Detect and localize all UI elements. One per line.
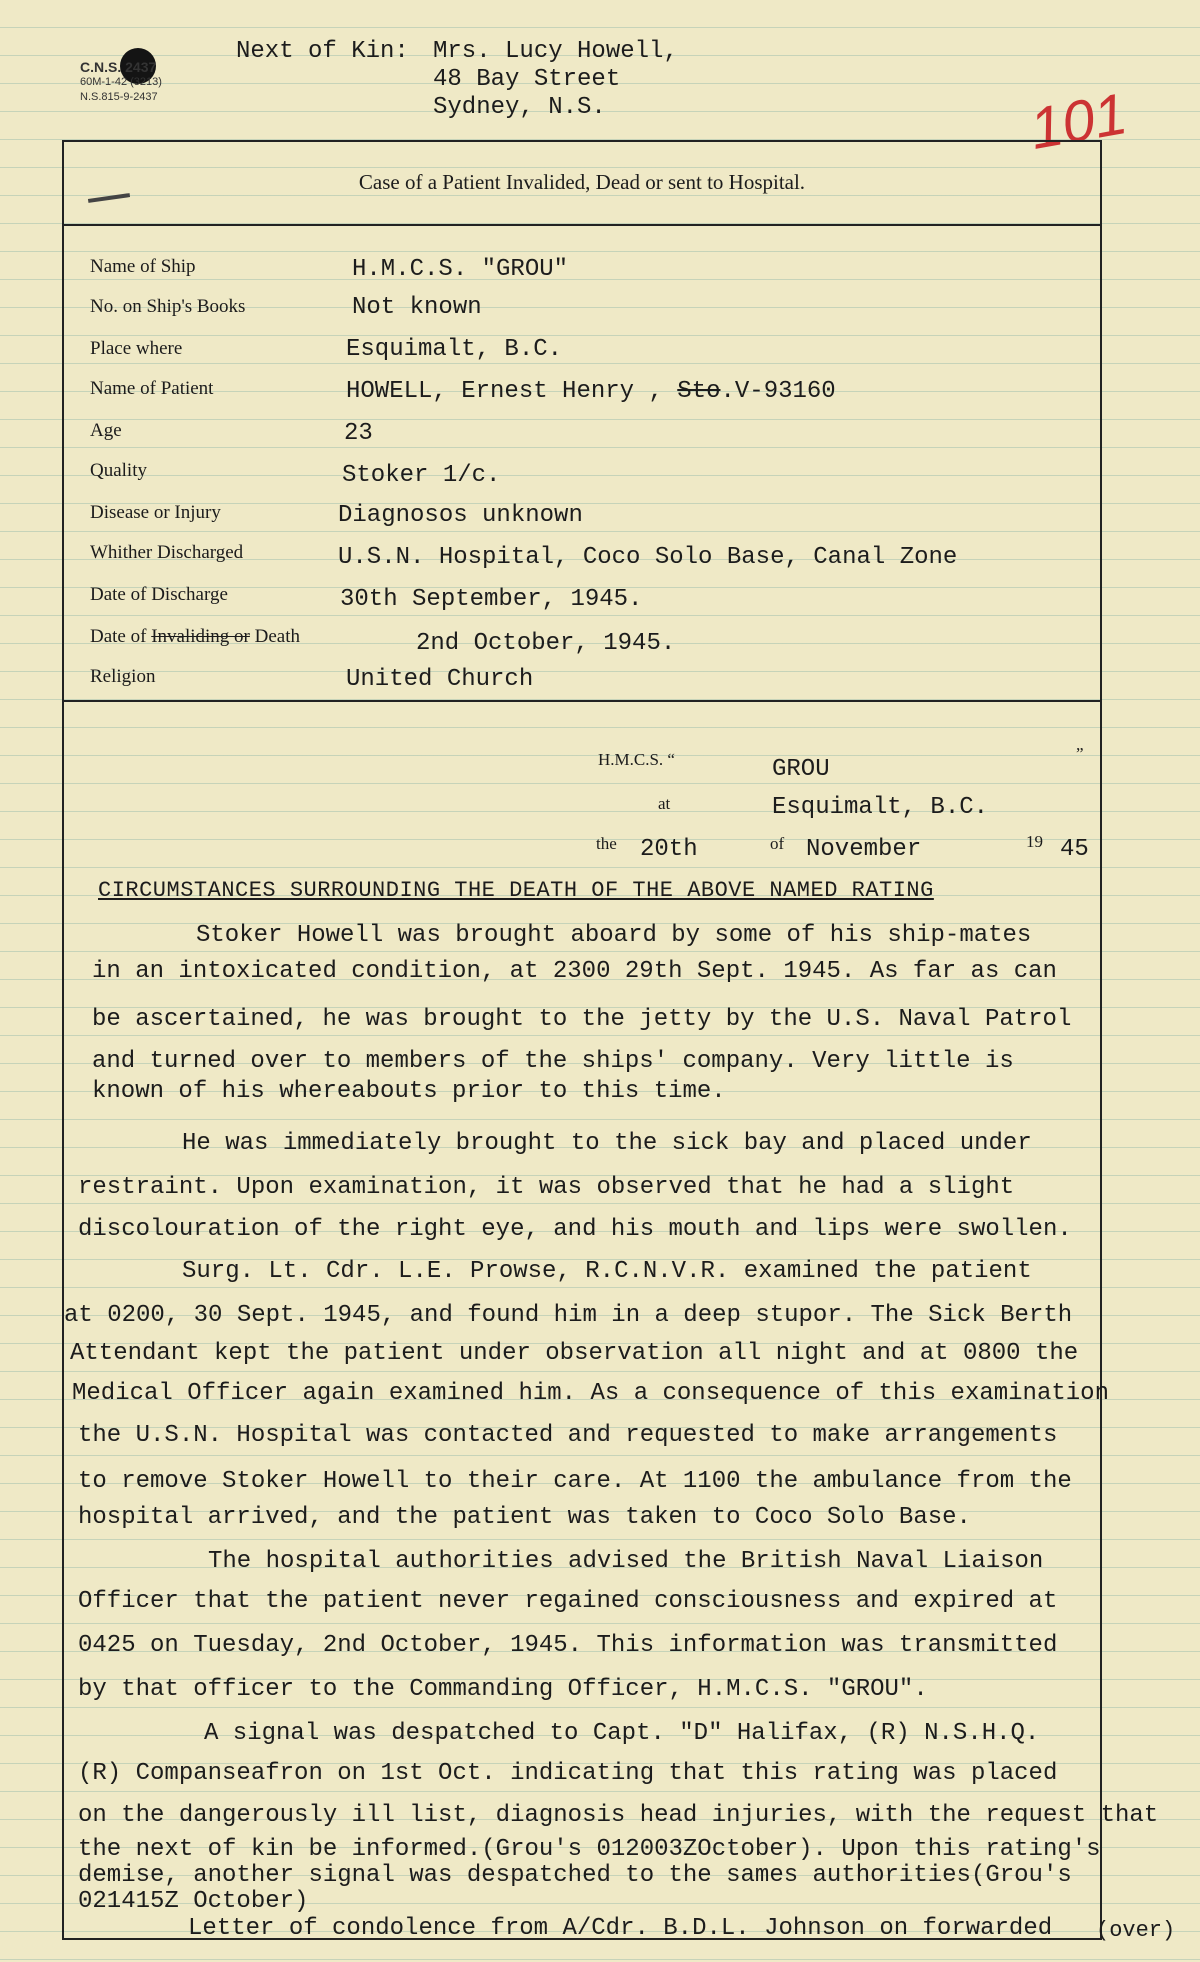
over-note: (over) [1096, 1918, 1176, 1943]
field-label-disease: Disease or Injury [90, 502, 221, 523]
sign-at-label: at [658, 794, 671, 813]
body-line: the U.S.N. Hospital was contacted and requested to make arrangements [78, 1422, 1058, 1449]
sign-ship-prefix: H.M.C.S. “ [598, 750, 675, 769]
field-label-books: No. on Ship's Books [90, 296, 246, 317]
body-line: Stoker Howell was brought aboard by some of his ship-mates [196, 922, 1032, 949]
sign-day-value: 20th [640, 836, 698, 863]
form-code-line: 60M-1-42 (3213) [80, 76, 162, 88]
sign-ship-close: ” [1076, 744, 1084, 763]
patient-struck-prefix: Sto [677, 378, 721, 405]
body-line: Surg. Lt. Cdr. L.E. Prowse, R.C.N.V.R. examined the patient [182, 1258, 1032, 1285]
field-value-discharge: 30th September, 1945. [340, 586, 643, 613]
next-of-kin-label: Next of Kin: [236, 38, 409, 65]
field-value-religion: United Church [346, 666, 534, 693]
body-line: hospital arrived, and the patient was taken to Coco Solo Base. [78, 1504, 971, 1531]
field-value-whither: U.S.N. Hospital, Coco Solo Base, Canal Zone [338, 544, 958, 571]
field-label-death [90, 626, 300, 648]
body-line: He was immediately brought to the sick bay and placed under [182, 1130, 1032, 1157]
form-title: Case of a Patient Invalided, Dead or sent to Hospital. [358, 170, 806, 194]
footer-line: Letter of condolence from A/Cdr. B.D.L. Johnson on forwarded [188, 1915, 1053, 1942]
body-line: the next of kin be informed.(Grou's 012003ZOctober). Upon this rating's [78, 1836, 1101, 1863]
field-value-place: Esquimalt, B.C. [346, 336, 563, 363]
body-line: in an intoxicated condition, at 2300 29th Sept. 1945. As far as can [92, 958, 1057, 985]
form-code-line: C.N.S. 2437 [80, 59, 157, 75]
body-line: be ascertained, he was brought to the jetty by the U.S. Naval Patrol [92, 1006, 1072, 1033]
form-code-line: N.S.815-9-2437 [80, 91, 158, 103]
fields-divider [62, 700, 1102, 702]
body-line: at 0200, 30 Sept. 1945, and found him in a deep stupor. The Sick Berth [64, 1302, 1073, 1329]
form-frame [62, 140, 1102, 1940]
sign-century: 19 [1026, 832, 1043, 851]
body-line: Medical Officer again examined him. As a consequence of this examination [72, 1380, 1109, 1407]
field-label-discharge: Date of Discharge [90, 584, 228, 605]
field-value-patient [346, 378, 836, 405]
circumstances-heading: CIRCUMSTANCES SURROUNDING THE DEATH OF THE ABOVE NAMED RATING [98, 878, 934, 903]
page-number: 101 [1025, 81, 1132, 162]
field-value-ship: H.M.C.S. "GROU" [352, 256, 569, 283]
body-line: by that officer to the Commanding Officer, H.M.C.S. "GROU". [78, 1676, 928, 1703]
next-of-kin [236, 38, 678, 122]
sign-of-label: of [770, 834, 785, 853]
body-line: to remove Stoker Howell to their care. At 1100 the ambulance from the [78, 1468, 1072, 1495]
body-line: Attendant kept the patient under observation all night and at 0800 the [70, 1340, 1079, 1367]
body-line: on the dangerously ill list, diagnosis head injuries, with the request that [78, 1802, 1159, 1829]
next-of-kin-street: 48 Bay Street [433, 66, 621, 93]
body-line: and turned over to members of the ships' company. Very little is [92, 1048, 1014, 1075]
sign-month-value: November [806, 836, 922, 863]
field-label-ship: Name of Ship [90, 256, 196, 277]
sign-ship-name: GROU [772, 756, 830, 783]
field-value-age: 23 [344, 420, 373, 447]
title-divider [62, 224, 1102, 226]
field-label-patient: Name of Patient [90, 378, 214, 399]
field-value-disease: Diagnosos unknown [338, 502, 583, 529]
death-label-suffix: Death [249, 626, 301, 647]
sign-at-value: Esquimalt, B.C. [772, 794, 989, 821]
field-label-place: Place where [90, 338, 183, 359]
patient-number-part: .V-93160 [720, 378, 836, 405]
next-of-kin-city: Sydney, N.S. [433, 94, 606, 121]
body-line: (R) Companseafron on 1st Oct. indicating that this rating was placed [78, 1760, 1058, 1787]
body-line: A signal was despatched to Capt. "D" Halifax, (R) N.S.H.Q. [204, 1720, 1040, 1747]
body-line: The hospital authorities advised the British Naval Liaison [208, 1548, 1044, 1575]
body-line: Officer that the patient never regained consciousness and expired at [78, 1588, 1058, 1615]
death-label-struck: Invaliding or [151, 626, 250, 647]
form-code [80, 60, 162, 105]
field-value-books: Not known [352, 294, 482, 321]
field-label-quality: Quality [90, 460, 147, 481]
body-line: 0425 on Tuesday, 2nd October, 1945. This information was transmitted [78, 1632, 1058, 1659]
sign-the-label: the [596, 834, 617, 853]
body-line: restraint. Upon examination, it was observed that he had a slight [78, 1174, 1015, 1201]
field-value-quality: Stoker 1/c. [342, 462, 501, 489]
patient-name-part: HOWELL, Ernest Henry , [346, 378, 678, 405]
next-of-kin-name: Mrs. Lucy Howell, [433, 38, 678, 65]
body-line: demise, another signal was despatched to the sames authorities(Grou's [78, 1862, 1072, 1889]
body-line: known of his whereabouts prior to this time. [92, 1078, 726, 1105]
death-label-prefix: Date of [90, 626, 152, 647]
body-line: discolouration of the right eye, and his mouth and lips were swollen. [78, 1216, 1072, 1243]
field-label-religion: Religion [90, 666, 156, 687]
sign-year: 45 [1060, 836, 1089, 863]
body-line: 021415Z October) [78, 1888, 309, 1915]
field-value-death: 2nd October, 1945. [416, 630, 676, 657]
field-label-age: Age [90, 420, 122, 441]
field-label-whither: Whither Discharged [90, 542, 244, 563]
